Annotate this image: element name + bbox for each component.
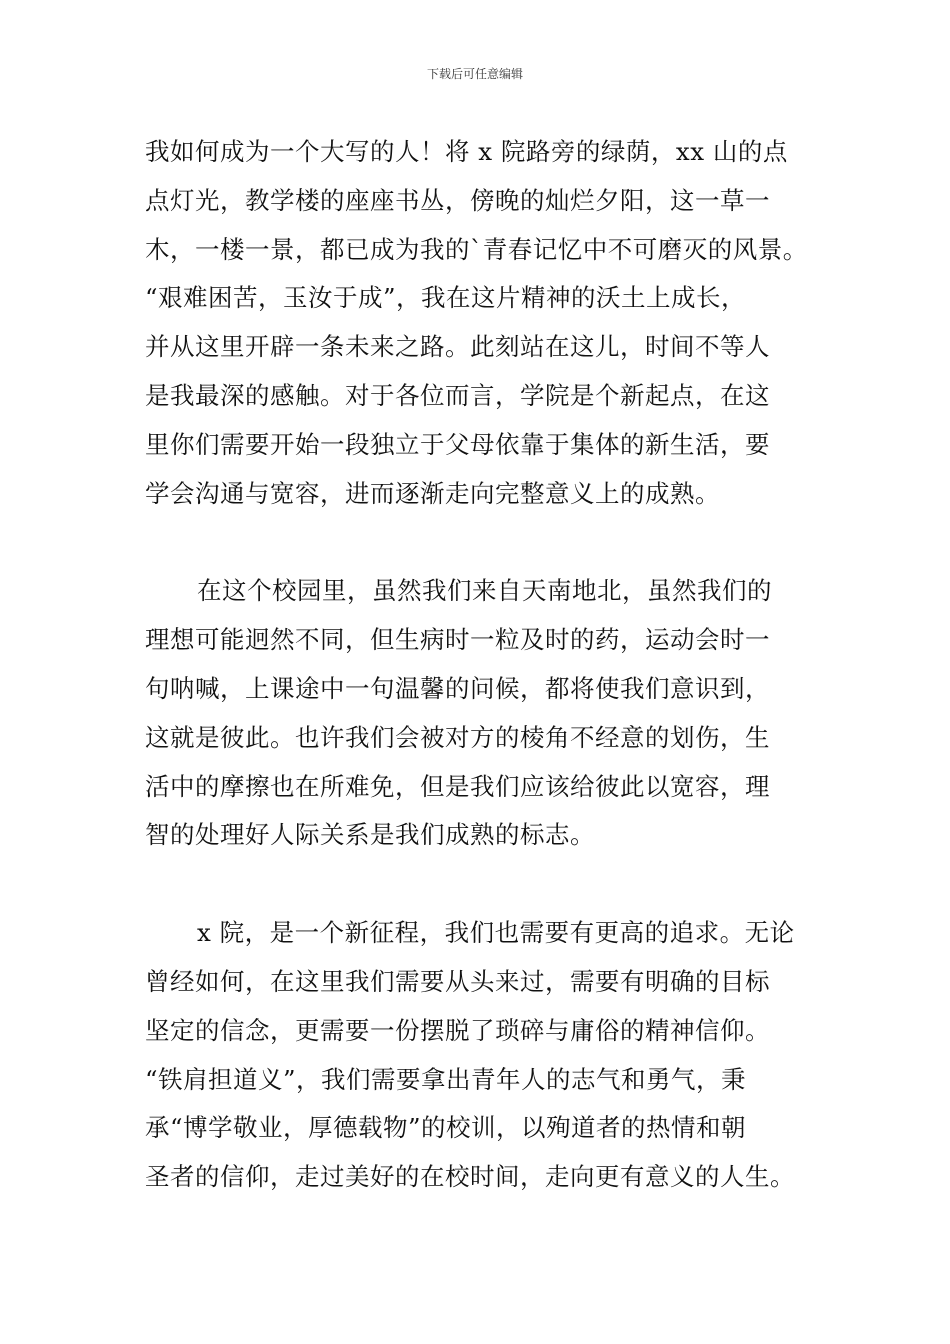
text-line: 活中的摩擦也在所难免，但是我们应该给彼此以宽容，理	[145, 771, 770, 801]
text-line: 理想可能迥然不同，但生病时一粒及时的药，运动会时一	[145, 625, 770, 655]
text-line: 并从这里开辟一条未来之路。此刻站在这儿，时间不等人	[145, 332, 770, 362]
text-line: 智的处理好人际关系是我们成熟的标志。	[145, 820, 595, 850]
paragraph-gap	[145, 518, 815, 567]
text-line: 木，一楼一景，都已成为我的`青春记忆中不可磨灭的风景。	[145, 234, 808, 264]
text-line: 学会沟通与宽容，进而逐渐走向完整意义上的成熟。	[145, 478, 720, 508]
text-line: 里你们需要开始一段独立于父母依靠于集体的新生活，要	[145, 429, 770, 459]
text-line: 点灯光，教学楼的座座书丛，傍晚的灿烂夕阳，这一草一	[145, 185, 770, 215]
paragraph-1	[145, 128, 815, 518]
text-line: 圣者的信仰，走过美好的在校时间，走向更有意义的人生。	[145, 1162, 795, 1192]
paragraph-3	[145, 909, 815, 1202]
text-line: 坚定的信念，更需要一份摆脱了琐碎与庸俗的精神信仰。	[145, 1015, 770, 1045]
text-line: 曾经如何，在这里我们需要从头来过，需要有明确的目标	[145, 966, 770, 996]
text-line: 句呐喊，上课途中一句温馨的问候，都将使我们意识到，	[145, 673, 770, 703]
paragraph-2	[145, 567, 815, 860]
text-line: 承“博学敬业，厚德载物”的校训，以殉道者的热情和朝	[145, 1113, 747, 1143]
text-line: 在这个校园里，虽然我们来自天南地北，虽然我们的	[197, 576, 772, 606]
text-line: x 院，是一个新征程，我们也需要有更高的追求。无论	[197, 918, 795, 948]
text-line: “艰难困苦，玉汝于成”，我在这片精神的沃土上成长，	[145, 283, 747, 313]
text-line: 我如何成为一个大写的人！将 x 院路旁的绿荫，xx 山的点	[145, 137, 788, 166]
text-line: “铁肩担道义”，我们需要拿出青年人的志气和勇气，秉	[145, 1064, 747, 1094]
page-header-note: 下载后可任意编辑	[426, 67, 523, 81]
text-line: 这就是彼此。也许我们会被对方的棱角不经意的划伤，生	[145, 722, 770, 752]
text-line: 是我最深的感触。对于各位而言，学院是个新起点，在这	[145, 380, 770, 410]
document-body	[145, 128, 815, 1202]
paragraph-gap	[145, 860, 815, 909]
